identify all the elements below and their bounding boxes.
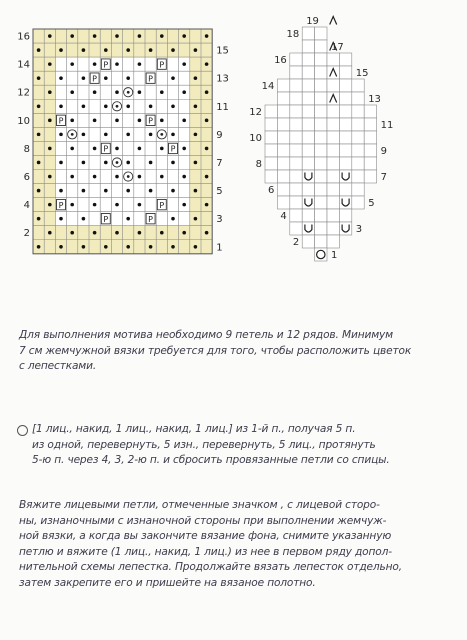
petal-cell	[302, 27, 314, 40]
intro-line: с лепестками.	[19, 360, 97, 372]
row-label: 4	[280, 211, 287, 222]
petal-cell	[339, 66, 351, 79]
row-label: 8	[23, 143, 30, 155]
petal-cell	[352, 105, 364, 118]
row-label: 18	[286, 29, 300, 40]
petal-cell	[352, 144, 364, 157]
petal-cell	[352, 183, 364, 196]
petal-cell	[339, 131, 351, 144]
row-label: 3	[216, 214, 223, 226]
row-label: 15	[355, 68, 369, 79]
petal-cell	[277, 131, 289, 144]
petal-cell	[277, 183, 289, 196]
petal-cell	[315, 235, 327, 248]
row-label: 16	[17, 31, 30, 43]
row-label: 19	[306, 16, 319, 27]
petal-cell	[265, 118, 277, 131]
petal-cell	[327, 170, 339, 183]
petal-cell	[339, 170, 351, 183]
row-label: 13	[216, 73, 229, 85]
petal-cell	[327, 53, 339, 66]
row-label: 12	[249, 107, 262, 118]
petal-cell	[339, 92, 351, 105]
row-label: 1	[331, 250, 338, 261]
p-symbol-letter: P	[159, 60, 165, 70]
petal-cell	[277, 79, 289, 92]
petal-cell	[339, 222, 351, 235]
instruction-line: Вяжите лицевыми петли, отмеченные значком , с лицевой сторо-	[19, 499, 380, 511]
row-label: 9	[380, 146, 387, 157]
petal-cell	[302, 79, 314, 92]
petal-cell	[265, 131, 277, 144]
p-symbol-letter: P	[148, 116, 154, 126]
petal-cell	[339, 209, 351, 222]
petal-cell	[327, 183, 339, 196]
circle-symbol-icon	[317, 250, 325, 258]
petal-cell	[315, 66, 327, 79]
petal-cell	[327, 157, 339, 170]
row-label: 8	[255, 159, 262, 170]
petal-cell	[339, 79, 351, 92]
instruction-line: [1 лиц., накид, 1 лиц., накид, 1 лиц.] из 1-й п., получая 5 п.	[32, 423, 356, 435]
row-label: 17	[331, 42, 344, 53]
petal-cell	[290, 92, 302, 105]
petal-cell	[315, 170, 327, 183]
petal-cell	[364, 170, 376, 183]
petal-cell	[315, 209, 327, 222]
petal-cell	[290, 183, 302, 196]
instruction-line: ной вязки, а когда вы закончите вязание фона, снимите указанную	[19, 530, 392, 542]
petal-cell	[277, 118, 289, 131]
petal-cell	[302, 157, 314, 170]
petal-cell	[315, 222, 327, 235]
petal-cell	[315, 131, 327, 144]
petal-cell	[302, 53, 314, 66]
petal-cell	[290, 105, 302, 118]
petal-cell	[352, 79, 364, 92]
petal-cell	[352, 170, 364, 183]
petal-cell	[277, 105, 289, 118]
petal-cell	[302, 144, 314, 157]
row-label: 14	[17, 59, 30, 71]
petal-cell	[290, 53, 302, 66]
petal-cell	[290, 222, 302, 235]
petal-cell	[277, 157, 289, 170]
petal-cell	[339, 144, 351, 157]
petal-cell	[290, 144, 302, 157]
petal-cell	[290, 170, 302, 183]
row-label: 14	[261, 81, 275, 92]
row-label: 16	[274, 55, 287, 66]
petal-cell	[327, 235, 339, 248]
petal-cell	[364, 105, 376, 118]
petal-cell	[315, 40, 327, 53]
petal-cell	[364, 157, 376, 170]
petal-cell	[339, 183, 351, 196]
p-symbol-letter: P	[148, 214, 154, 224]
petal-cell	[315, 79, 327, 92]
row-label: 3	[355, 224, 363, 235]
intro-paragraph	[19, 328, 449, 375]
petal-cell	[339, 157, 351, 170]
petal-cell	[290, 157, 302, 170]
petal-cell	[290, 131, 302, 144]
petal-cell	[290, 118, 302, 131]
row-label: 6	[268, 185, 275, 196]
petal-cell	[327, 196, 339, 209]
p-symbol-letter: P	[170, 144, 176, 154]
petal-cell	[277, 170, 289, 183]
intro-line: Для выполнения мотива необходимо 9 петель и 12 рядов. Минимум	[19, 329, 394, 341]
row-label: 4	[23, 200, 30, 212]
petal-cell	[277, 144, 289, 157]
petal-cell	[290, 209, 302, 222]
petal-cell	[290, 196, 302, 209]
row-label: 10	[249, 133, 262, 144]
petal-cell	[352, 118, 364, 131]
petal-cell	[315, 53, 327, 66]
petal-cell	[302, 170, 314, 183]
petal-cell	[265, 157, 277, 170]
instruction-line: затем закрепите его и пришейте на вязаное полотно.	[19, 576, 316, 589]
petal-cell	[364, 118, 376, 131]
symbol-instruction	[32, 422, 447, 469]
row-label: 1	[216, 242, 223, 254]
stitch-chart-petal	[0, 0, 467, 300]
petal-cell	[315, 144, 327, 157]
circle-symbol-icon	[17, 425, 28, 436]
petal-cell	[302, 118, 314, 131]
row-label: 11	[380, 120, 394, 131]
row-label: 7	[216, 157, 223, 169]
row-label: 5	[368, 198, 375, 209]
petal-cell	[315, 196, 327, 209]
petal-cell	[327, 118, 339, 131]
petal-cell	[302, 183, 314, 196]
p-symbol-letter: P	[103, 60, 109, 70]
petal-cell	[302, 235, 314, 248]
petal-cell	[339, 105, 351, 118]
p-symbol-letter: P	[103, 214, 109, 224]
petal-cell	[352, 157, 364, 170]
petal-cell	[302, 131, 314, 144]
petal-cell	[302, 92, 314, 105]
petal-cell	[265, 144, 277, 157]
petal-cell	[315, 105, 327, 118]
row-label: 7	[380, 172, 387, 183]
p-symbol-letter: P	[92, 74, 98, 84]
petal-cell	[315, 92, 327, 105]
row-label: 12	[17, 87, 30, 99]
intro-line: 7 см жемчужной вязки требуется для того, чтобы расположить цветок	[19, 344, 412, 357]
petal-cell	[339, 53, 351, 66]
row-label: 6	[23, 172, 30, 184]
p-symbol-letter: P	[148, 74, 154, 84]
p-symbol-letter: P	[58, 116, 64, 126]
row-label: 5	[216, 186, 223, 198]
row-label: 13	[368, 94, 381, 105]
petal-cell	[277, 92, 289, 105]
petal-cell	[339, 196, 351, 209]
petal-cell	[290, 66, 302, 79]
petal-cell	[352, 196, 364, 209]
instruction-line: нительной схемы лепестка. Продолжайте вязать лепесток отдельно,	[19, 561, 402, 573]
instruction-line: из одной, перевернуть, 5 изн., перевернуть, 5 лиц., протянуть	[32, 438, 376, 451]
petal-cell	[302, 66, 314, 79]
petal-cell	[327, 131, 339, 144]
main-instructions	[19, 498, 454, 591]
petal-cell	[352, 131, 364, 144]
p-symbol-letter: P	[159, 200, 165, 210]
p-symbol-letter: P	[103, 144, 109, 154]
row-label: 10	[17, 115, 30, 127]
petal-cell	[327, 144, 339, 157]
petal-cell	[302, 222, 314, 235]
row-label: 15	[216, 45, 229, 57]
petal-cell	[315, 157, 327, 170]
instruction-line: 5-ю п. через 4, 3, 2-ю п. и сбросить провязанные петли со спицы.	[32, 454, 390, 466]
petal-cell	[327, 105, 339, 118]
decrease-symbol-icon	[330, 17, 337, 25]
petal-cell	[315, 118, 327, 131]
row-label: 2	[292, 237, 300, 248]
instruction-line: петлю и вяжите (1 лиц., накид, 1 лиц.) из нее в первом ряду допол-	[19, 545, 392, 558]
petal-cell	[364, 131, 376, 144]
petal-cell	[302, 105, 314, 118]
petal-cell	[327, 79, 339, 92]
petal-cell	[339, 118, 351, 131]
petal-cell	[265, 170, 277, 183]
petal-cell	[265, 105, 277, 118]
petal-cell	[302, 40, 314, 53]
petal-cell	[327, 222, 339, 235]
petal-cell	[290, 79, 302, 92]
row-label: 2	[23, 228, 30, 240]
petal-cell	[352, 92, 364, 105]
petal-cell	[277, 196, 289, 209]
row-label: 9	[216, 129, 223, 141]
petal-cell	[302, 209, 314, 222]
petal-cell	[364, 144, 376, 157]
petal-cell	[302, 196, 314, 209]
petal-cell	[315, 183, 327, 196]
row-label: 11	[216, 101, 229, 113]
petal-cell	[327, 209, 339, 222]
petal-cell	[315, 27, 327, 40]
instruction-line: ны, изнаночными с изнаночной стороны при выполнении жемчуж-	[19, 514, 387, 527]
p-symbol-letter: P	[58, 200, 64, 210]
